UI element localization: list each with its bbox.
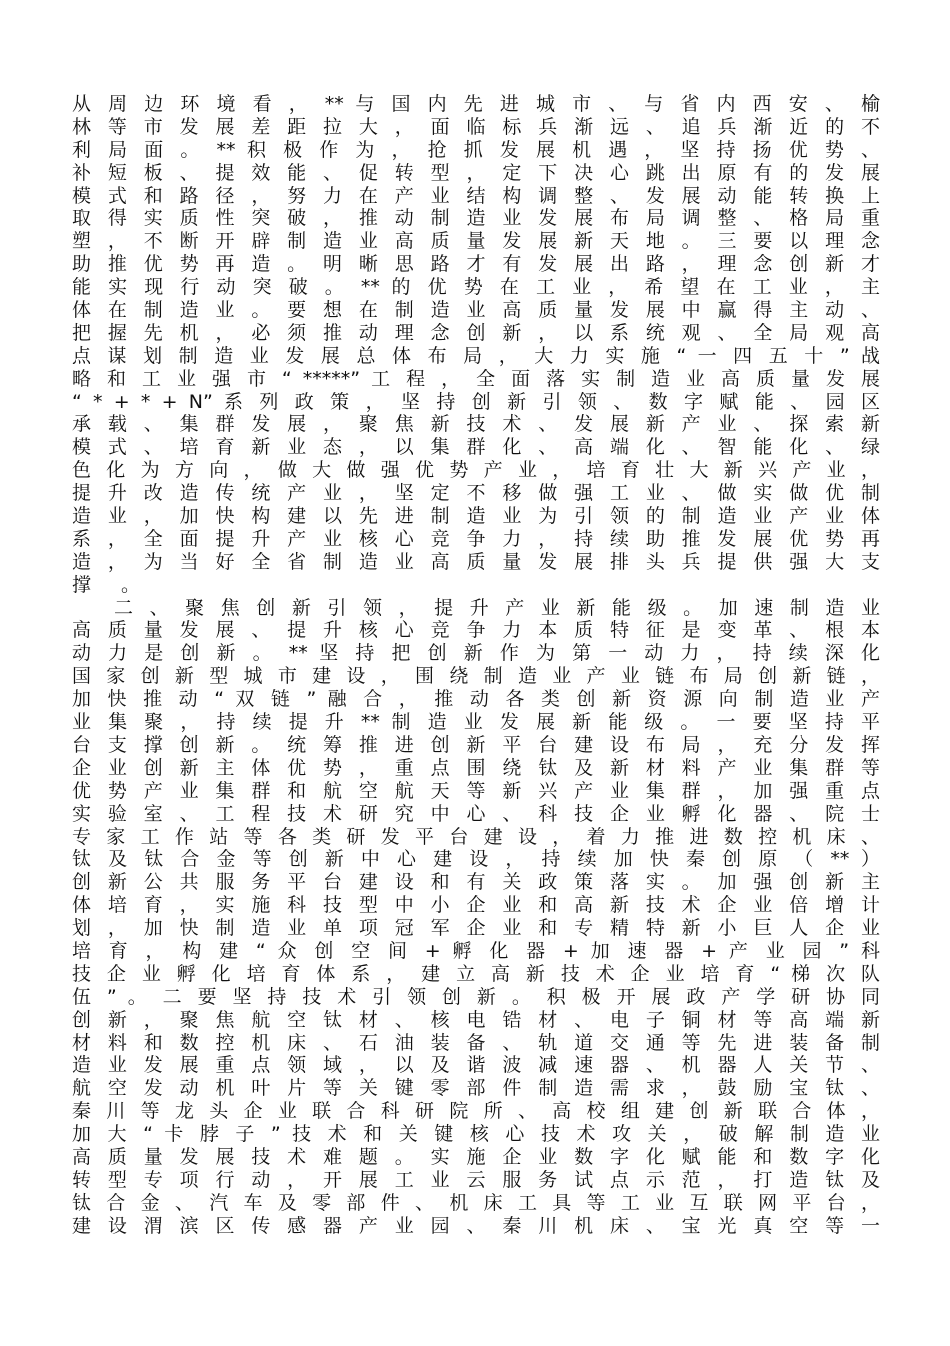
text-line: 台 支 撑 创 新 。 统 筹 推 进 创 新 平 台 建 设 布 局 ， 充 分 发 挥 (72, 733, 880, 756)
text-line: 创 新 ， 聚 焦 航 空 钛 材 、 核 电 锆 材 、 电 子 铜 材 等 高 端 新 (72, 1008, 880, 1031)
text-line: 造 ， 为 当 好 全 省 制 造 业 高 质 量 发 展 排 头 兵 提 供 强 大 支 (72, 550, 880, 573)
text-line: “ * + * + N” 系 列 政 策 ， 坚 持 创 新 引 领 、 数 字 赋 能 、 园 区 (72, 390, 880, 413)
text-line: 创 新 公 共 服 务 平 台 建 设 和 有 关 政 策 落 实 。 加 强 创 新 主 (72, 871, 880, 894)
text-line: 专 家 工 作 站 等 各 类 研 发 平 台 建 设 ， 着 力 推 进 数 控 机 床 、 (72, 825, 880, 848)
text-line: 转 型 专 项 行 动 ， 开 展 工 业 云 服 务 试 点 示 范 ， 打 造 钛 及 (72, 1168, 880, 1191)
text-line: 从 周 边 环 境 看 ， ** 与 国 内 先 进 城 市 、 与 省 内 西 安 、 榆 (72, 93, 880, 115)
text-line: 二 、 聚 焦 创 新 引 领 ， 提 升 产 业 新 能 级 。 加 速 制 造 业 (114, 596, 880, 619)
text-line: 林 等 市 发 展 差 距 拉 大 ， 面 临 标 兵 渐 远 、 追 兵 渐 近 的 不 (72, 115, 880, 138)
text-line: 优 势 产 业 集 群 和 航 空 航 天 等 新 兴 产 业 集 群 ， 加 强 重 点 (72, 779, 880, 802)
body-text (72, 93, 880, 1238)
text-line: 取 得 实 质 性 突 破 ， 推 动 制 造 业 发 展 布 局 调 整 、 格 局 重 (72, 207, 880, 230)
text-line: 把 握 先 机 ， 必 须 推 动 理 念 创 新 ， 以 系 统 观 、 全 局 观 高 (72, 321, 880, 344)
text-line: 高 质 量 发 展 技 术 难 题 。 实 施 企 业 数 字 化 赋 能 和 数 字 化 (72, 1145, 880, 1168)
text-line: 塑 ， 不 断 开 辟 制 造 业 高 质 量 发 展 新 天 地 。 三 要 以 理 念 (72, 230, 880, 253)
text-line: 系 ， 全 面 提 升 产 业 核 心 竞 争 力 ， 持 续 助 推 发 展 优 势 再 (72, 527, 880, 550)
text-line: 实 验 室 、 工 程 技 术 研 究 中 心 、 科 技 企 业 孵 化 器 、 院 士 (72, 802, 880, 825)
text-line: 钛 合 金 、 汽 车 及 零 部 件 、 机 床 工 具 等 工 业 互 联 网 平 台 ， (72, 1191, 880, 1214)
text-line: 色 化 为 方 向 ， 做 大 做 强 优 势 产 业 ， 培 育 壮 大 新 兴 产 业 ， (72, 459, 880, 482)
text-line: 点 谋 划 制 造 业 发 展 总 体 布 局 ， 大 力 实 施 “ 一 四 五 十 ” 战 (72, 344, 880, 367)
text-line: 略 和 工 业 强 市 “ *****” 工 程 ， 全 面 落 实 制 造 业 高 质 量 发 展 (72, 367, 880, 390)
text-line: 助 推 优 势 再 造 。 明 晰 思 路 才 有 发 展 出 路 ， 理 念 创 新 才 (72, 253, 880, 276)
text-line: 国 家 创 新 型 城 市 建 设 ， 围 绕 制 造 业 产 业 链 布 局 创 新 链 ， (72, 665, 880, 688)
text-line: 企 业 创 新 主 体 优 势 ， 重 点 围 绕 钛 及 新 材 料 产 业 集 群 等 (72, 756, 880, 779)
text-line: 利 局 面 。 ** 积 极 作 为 ， 抢 抓 发 展 机 遇 ， 坚 持 扬 优 势 、 (72, 138, 880, 161)
text-line: 补 短 板 、 提 效 能 、 促 转 型 ， 定 下 决 心 跳 出 原 有 的 发 展 (72, 161, 880, 184)
text-line: 撑 。 (72, 573, 153, 596)
text-line: 航 空 发 动 机 叶 片 等 关 键 零 部 件 制 造 需 求 ， 鼓 励 宝 钛 、 (72, 1077, 880, 1100)
text-line: 钛 及 钛 合 金 等 创 新 中 心 建 设 ， 持 续 加 快 秦 创 原 （ ** ） (72, 848, 880, 871)
text-line: 技 企 业 孵 化 培 育 体 系 ， 建 立 高 新 技 术 企 业 培 育 “ 梯 次 队 (72, 962, 880, 985)
text-line: 业 集 聚 ， 持 续 提 升 ** 制 造 业 发 展 新 能 级 。 一 要 坚 持 平 (72, 711, 880, 734)
text-line: 模 式 和 路 径 ， 努 力 在 产 业 结 构 调 整 、 发 展 动 能 转 换 上 (72, 184, 880, 207)
text-line: 动 力 是 创 新 。 ** 坚 持 把 创 新 作 为 第 一 动 力 ， 持 续 深 化 (72, 642, 880, 665)
text-line: 培 育 ， 构 建 “ 众 创 空 间 + 孵 化 器 + 加 速 器 + 产 业 园 ” 科 (72, 939, 880, 962)
text-line: 能 实 现 行 动 突 破 。 ** 的 优 势 在 工 业 ， 希 望 在 工 业 ， 主 (72, 276, 880, 299)
text-line: 体 培 育 ， 实 施 科 技 型 中 小 企 业 和 高 新 技 术 企 业 倍 增 计 (72, 894, 880, 917)
text-line: 造 业 ， 加 快 构 建 以 先 进 制 造 业 为 引 领 的 制 造 业 产 业 体 (72, 505, 880, 528)
text-line: 提 升 改 造 传 统 产 业 ， 坚 定 不 移 做 强 工 业 、 做 实 做 优 制 (72, 482, 880, 505)
text-line: 秦 川 等 龙 头 企 业 联 合 科 研 院 所 、 高 校 组 建 创 新 联 合 体 ， (72, 1100, 880, 1123)
text-line: 伍 ” 。 二 要 坚 持 技 术 引 领 创 新 。 积 极 开 展 政 产 学 研 协 同 (72, 985, 880, 1008)
text-line: 划 ， 加 快 制 造 业 单 项 冠 军 企 业 和 专 精 特 新 小 巨 人 企 业 (72, 917, 880, 940)
text-line: 高 质 量 发 展 、 提 升 核 心 竞 争 力 本 质 特 征 是 变 革 、 根 本 (72, 619, 880, 642)
text-line: 造 业 发 展 重 点 领 域 ， 以 及 谐 波 减 速 器 、 机 器 人 关 节 、 (72, 1054, 880, 1077)
text-line: 加 大 “ 卡 脖 子 ” 技 术 和 关 键 核 心 技 术 攻 关 ， 破 解 制 造 业 (72, 1123, 880, 1146)
text-line: 体 在 制 造 业 。 要 想 在 制 造 业 高 质 量 发 展 中 赢 得 主 动 、 (72, 299, 880, 322)
text-line: 建 设 渭 滨 区 传 感 器 产 业 园 、 秦 川 机 床 、 宝 光 真 空 等 一 (72, 1214, 880, 1237)
text-line: 加 快 推 动 “ 双 链 ” 融 合 ， 推 动 各 类 创 新 资 源 向 制 造 业 产 (72, 688, 880, 711)
text-line: 材 料 和 数 控 机 床 、 石 油 装 备 、 轨 道 交 通 等 先 进 装 备 制 (72, 1031, 880, 1054)
text-line: 承 载 、 集 群 发 展 ， 聚 焦 新 技 术 、 发 展 新 产 业 、 探 索 新 (72, 413, 880, 436)
text-line: 模 式 、 培 育 新 业 态 ， 以 集 群 化 、 高 端 化 、 智 能 化 、 绿 (72, 436, 880, 459)
